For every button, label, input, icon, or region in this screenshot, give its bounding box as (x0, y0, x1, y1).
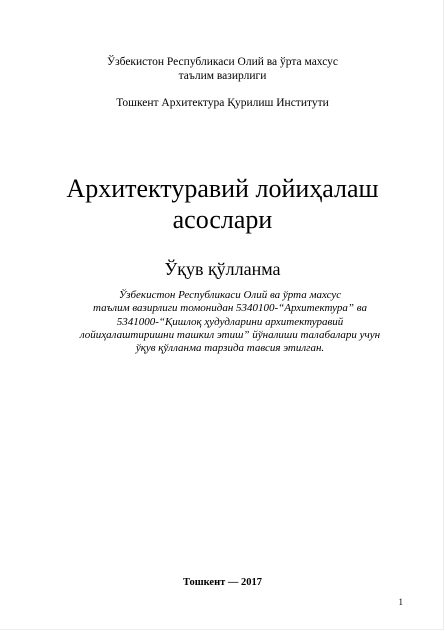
ministry-line-1: Ўзбекистон Республикаси Олий ва ўрта махсус (106, 56, 339, 68)
approval-statement (62, 289, 398, 355)
approval-line-5: ўқув қўлланма тарзида тавсия этилган. (135, 342, 325, 355)
title-line-2: асослари (172, 205, 273, 234)
institute-name: Тошкент Архитектура Қурилиш Институти (116, 97, 329, 109)
ministry-header (0, 56, 445, 83)
page-number: 1 (398, 597, 403, 607)
approval-line-2: таълим вазирлиги томонидан 5340100-“Архитектура” ва (92, 302, 367, 315)
approval-line-4: лойиҳалаштиришни ташкил этиш” йўналиши талабалари учун (79, 328, 381, 341)
ministry-line-2: таълим вазирлиги (178, 69, 267, 82)
document-title (0, 173, 445, 235)
document-subtitle: Ўқув қўлланма (164, 259, 281, 279)
approval-line-3: 5341000-“Қишлоқ ҳудудларини архитектуравий (116, 315, 344, 328)
city-year-footer: Тошкент — 2017 (182, 577, 263, 588)
title-line-1: Архитектуравий лойиҳалаш (66, 174, 379, 203)
approval-line-1: Ўзбекистон Республикаси Олий ва ўрта махсус (118, 289, 342, 301)
